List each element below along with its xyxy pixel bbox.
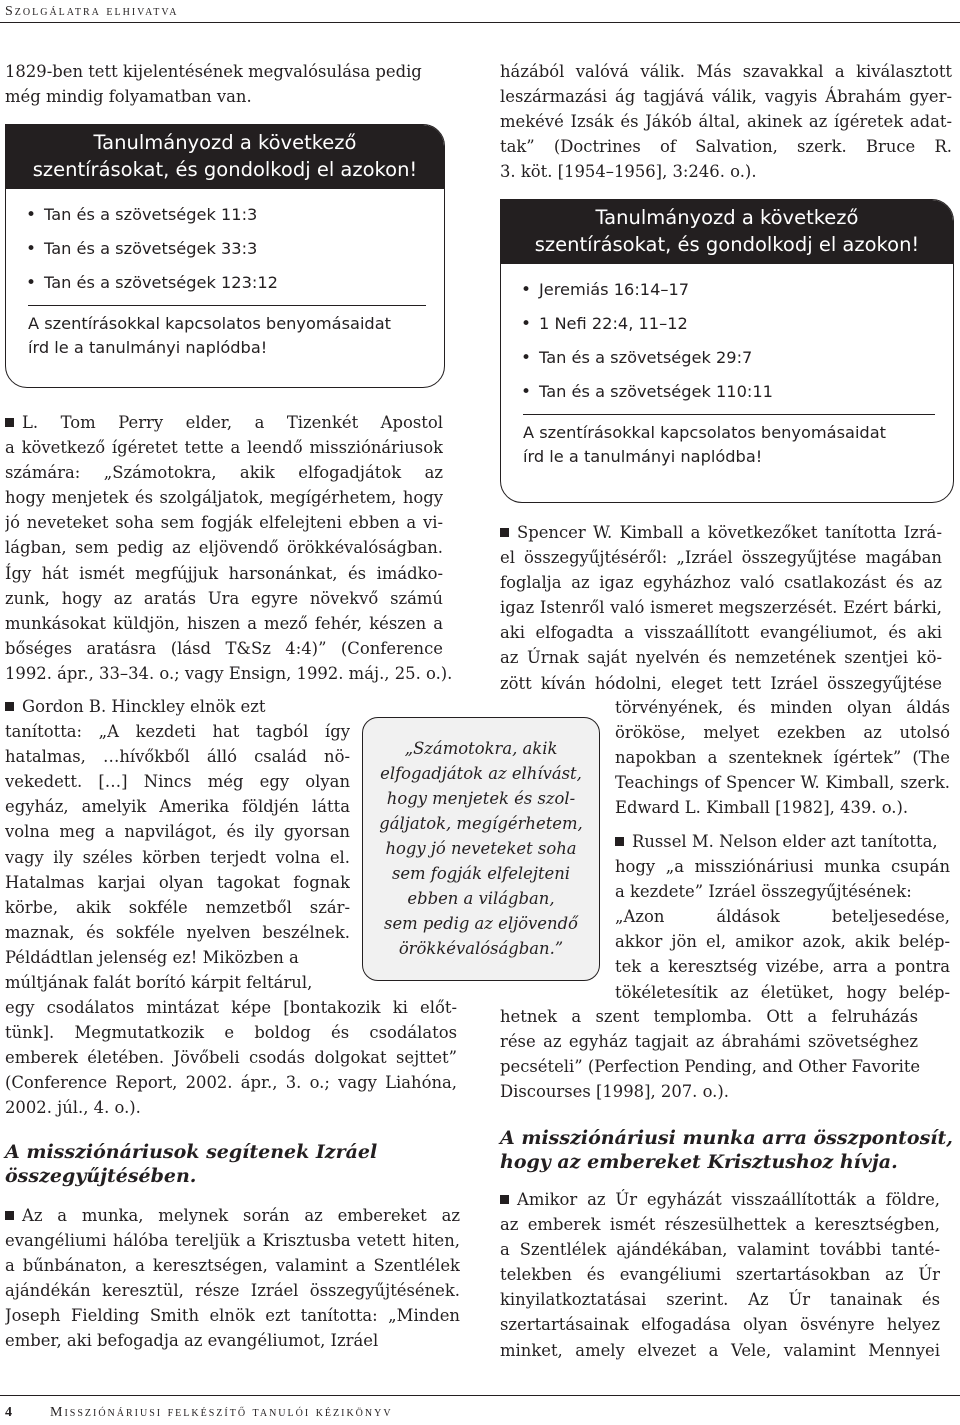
paragraph-line: hetnek a szent templomba. Ott a felruházás — [500, 1007, 918, 1026]
study-box-left — [5, 124, 445, 388]
paragraph-line: tökéletesítik az életüket, hogy belép- — [615, 982, 950, 1002]
paragraph-line: Discourses [1998], 207. o.). — [500, 1082, 729, 1102]
paragraph-line: akkor jön el, amikor azok, akik belép- — [615, 932, 950, 952]
smith-paragraph — [5, 1203, 460, 1354]
paragraph-line: Hatalmas karjai olyan tagokat fognak — [5, 872, 350, 892]
section-heading-line: A missziónáriusok segítenek Izráel — [5, 1141, 378, 1163]
paragraph-line: bőséges aratásra (lásd T&Sz 4:4)” (Conference — [5, 638, 443, 658]
paragraph-line: Joseph Fielding Smith elnök ezt tanította: „Minden — [5, 1306, 460, 1326]
running-title: Szolgálatra elhivatva — [5, 4, 179, 19]
paragraph-line: vagy ily széles körben terjedt volna el. — [5, 847, 350, 867]
paragraph-line: mekévé Izsák és Jákób által, akinek az ígéretek adat- — [500, 112, 952, 132]
study-box-title-line: szentírásokat, és gondolkodj el azokon! — [534, 233, 920, 256]
paragraph-line: egy csodálatos mintázat képe [bontakozik ki előt- — [5, 998, 457, 1017]
scripture-item: • Tan és a szövetségek 110:11 — [523, 380, 953, 414]
study-box-right — [500, 199, 954, 503]
nelson-paragraph-narrow — [615, 829, 950, 1005]
section-heading-line: összegyűjtésében. — [5, 1165, 197, 1187]
study-box-title-line: Tanulmányozd a következő — [93, 131, 357, 154]
section-heading-line: hogy az embereket Krisztushoz hívja. — [500, 1151, 898, 1173]
scripture-item: • Tan és a szövetségek 33:3 — [28, 237, 444, 271]
paragraph-line: maznak, és sokféle nyelven beszélnek. — [5, 922, 350, 942]
paragraph-line: 1992. ápr., 33–34. o.; vagy Ensign, 1992. máj., 25. o.). — [5, 663, 453, 683]
paragraph-line: Amikor az Úr egyházát visszaállították a földre, — [517, 1190, 940, 1209]
study-box-title-line: szentírásokat, és gondolkodj el azokon! — [32, 158, 418, 181]
left-intro — [5, 59, 445, 109]
paragraph-line: házából valóvá válik. Más szavakkal a kiválasztott — [500, 62, 952, 81]
pull-quote-line: elfogadjátok az elhívást, — [380, 764, 582, 783]
paragraph-line: kinyilatkoztatásai szerint. Az Úr tanainak és — [500, 1290, 940, 1310]
paragraph-line: tünk]. Megmutatkozik e boldog és csodálatos — [5, 1023, 457, 1043]
kimball-paragraph-wide — [500, 520, 942, 696]
paragraph-line: evangéliumi hálóba tereljük a Krisztusba vetett hiten, — [5, 1231, 460, 1251]
paragraph-line: zunk, hogy az aratás Ura egyre növekvő számú — [5, 588, 443, 608]
paragraph-line: hatalmas, …hívőkből álló család nö- — [5, 747, 350, 767]
header-rule — [0, 22, 960, 23]
hinckley-paragraph-wide — [5, 995, 457, 1120]
journal-note-line: A szentírásokkal kapcsolatos benyomásaidat — [523, 423, 886, 442]
right-intro — [500, 59, 952, 184]
paragraph-line: tek a keresztség vizébe, arra a pontra — [615, 957, 950, 977]
book-title: Missziónáriusi felkészítő tanulói kézikönyv — [50, 1405, 393, 1420]
page-number: 4 — [5, 1405, 12, 1420]
scripture-item: • Jeremiás 16:14–17 — [523, 278, 953, 312]
paragraph-line: pecsételi” (Perfection Pending, and Other Favorite — [500, 1057, 921, 1077]
scripture-list — [501, 278, 953, 414]
paragraph-line: egyház, amelyik Amerika földjén látta — [5, 797, 350, 817]
section-heading — [5, 1140, 455, 1188]
pull-quote-line: örökkévalóságban.” — [398, 939, 564, 958]
paragraph-line: igaz Istenről való ismeret megszerzését. Ezért bárki, — [500, 598, 942, 618]
journal-note — [6, 306, 444, 360]
journal-note-line: írd le a tanulmányi naplódba! — [523, 447, 763, 466]
pull-quote-line: sem pedig az eljövendő — [384, 914, 578, 933]
paragraph-line: vekedett. […] Nincs még egy olyan — [5, 772, 350, 792]
left-intro-line: még mindig folyamatban van. — [5, 87, 252, 107]
paragraph-line: tak” (Doctrines of Salvation, szerk. Bruce R. — [500, 137, 952, 157]
bullet-square-icon — [5, 1211, 14, 1220]
left-intro-line: 1829-ben tett kijelentésének megvalósulása pedig — [5, 62, 422, 81]
paragraph-line: Az a munka, melynek során az embereket az — [22, 1206, 460, 1225]
scripture-list — [6, 203, 444, 305]
bullet-square-icon — [5, 418, 14, 427]
journal-note-line: írd le a tanulmányi naplódba! — [28, 338, 268, 357]
paragraph-line: a kezdete” Izráel összegyűjtésének: — [615, 882, 912, 902]
paragraph-line: Spencer W. Kimball a következőket tanította Izrá- — [517, 523, 942, 542]
page-footer — [0, 1395, 960, 1425]
scripture-item: • Tan és a szövetségek 29:7 — [523, 346, 953, 380]
paragraph-line: telekben és evangéliumi szertartásokban az Úr — [500, 1265, 940, 1285]
paragraph-line: foglalja az igaz egyházhoz való csatlakozást és az — [500, 573, 942, 593]
paragraph-line: a Szentlélek ajándékában, valamint további tanté- — [500, 1240, 940, 1260]
paragraph-line: 3. köt. [1954–1956], 3:246. o.). — [500, 162, 757, 182]
paragraph-line: a bűnbánaton, a keresztségen, valamint a Szentlélek — [5, 1256, 460, 1276]
paragraph-line: L. Tom Perry elder, a Tizenkét Apostol — [22, 413, 443, 432]
paragraph-line: aki elfogadta a visszaállított evangéliumot, és aki — [500, 623, 942, 643]
paragraph-line: ajándékán keresztül, része Izráel összegyűjtésének. — [5, 1281, 460, 1301]
paragraph-line: lágban, sem pedig az eljövendő örökkévalóságban. — [5, 538, 443, 558]
journal-note-line: A szentírásokkal kapcsolatos benyomásaidat — [28, 314, 391, 333]
paragraph-line: munkásokat küldjön, hiszen a mező fehér, készen a — [5, 613, 443, 633]
hinckley-paragraph-narrow — [5, 694, 350, 995]
section-heading-line: A missziónáriusi munka arra összpontosít, — [500, 1127, 953, 1149]
paragraph-line: örököse, melyet ezekben az utolsó — [615, 723, 950, 743]
kimball-paragraph-narrow — [615, 695, 950, 820]
paragraph-line: Edward L. Kimball [1982], 439. o.). — [615, 798, 909, 818]
bullet-square-icon — [615, 837, 624, 846]
paragraph-line: az emberek ismét részesülhettek a keresztségben, — [500, 1215, 940, 1235]
section-heading — [500, 1126, 955, 1174]
paragraph-line: törvényének, és minden olyan áldás — [615, 698, 950, 717]
paragraph-line: napokban a szenteknek ígértek” (The — [615, 748, 950, 768]
paragraph-line: szertartásainak elfogadása olyan ösvényre helyez — [500, 1315, 940, 1335]
restoration-paragraph — [500, 1187, 940, 1363]
paragraph-line: minket, amely elvezet a Vele, valamint Mennyei — [500, 1340, 940, 1360]
paragraph-line: számára: „Számotokra, akik elfogadjátok az — [5, 463, 443, 483]
paragraph-line: Példádtlan jelenség ez! Miközben a — [5, 947, 299, 967]
nelson-paragraph-wide — [500, 1004, 921, 1104]
pull-quote-line: gáljatok, megígérhetem, — [379, 814, 583, 833]
paragraph-line: múltjának falát borító kárpit feltárul, — [5, 973, 313, 993]
paragraph-line: Teachings of Spencer W. Kimball, szerk. — [615, 773, 950, 793]
scripture-item: • 1 Nefi 22:4, 11–12 — [523, 312, 953, 346]
paragraph-line: „Azon áldások beteljesedése, — [615, 907, 950, 927]
paragraph-line: Gordon B. Hinckley elnök ezt — [22, 697, 266, 716]
study-box-title — [6, 125, 444, 189]
running-header — [0, 0, 960, 24]
study-box-title-line: Tanulmányozd a következő — [595, 206, 859, 229]
paragraph-line: emberek életében. Jövőbeli csodás dolgokat sejttet” — [5, 1048, 457, 1068]
perry-paragraph — [5, 410, 453, 686]
pull-quote — [362, 717, 600, 981]
pull-quote-line: ebben a világban, — [407, 889, 555, 908]
paragraph-line: Így hát ismét megfújjuk harsonánkat, és imádko- — [5, 563, 443, 583]
pull-quote-line: hogy jó neveteket soha — [385, 839, 577, 858]
paragraph-line: 2002. júl., 4. o.). — [5, 1098, 141, 1118]
paragraph-line: Russel M. Nelson elder azt tanította, — [632, 832, 938, 851]
journal-note — [501, 415, 953, 469]
scripture-item: • Tan és a szövetségek 11:3 — [28, 203, 444, 237]
bullet-square-icon — [500, 528, 509, 537]
paragraph-line: zött kíván hódolni, eleget tett Izráel összegyűjtése — [500, 673, 942, 693]
pull-quote-line: sem fogják elfelejteni — [391, 864, 571, 883]
paragraph-line: hogy „a missziónáriusi munka csupán — [615, 857, 950, 877]
study-box-title — [501, 200, 953, 264]
paragraph-line: jó neveteket soha sem fogják elfelejteni ebben a vi- — [5, 513, 443, 533]
scripture-item: • Tan és a szövetségek 123:12 — [28, 271, 444, 305]
paragraph-line: az Úrnak saját nyelvén és nemzetének szentjei kö- — [500, 648, 942, 668]
paragraph-line: a következő ígéretet tette a leendő missziónáriusok — [5, 438, 443, 458]
footer-rule — [0, 1395, 960, 1396]
pull-quote-line: hogy menjetek és szol- — [386, 789, 576, 808]
paragraph-line: el összegyűjtéséről: „Izráel összegyűjtése magában — [500, 548, 942, 568]
paragraph-line: rése az egyház tagjait az ábrahámi szövetséghez — [500, 1032, 918, 1052]
paragraph-line: volna meg a napvilágot, és ily gyorsan — [5, 822, 350, 842]
paragraph-line: körbe, akik sokféle nemzetből szár- — [5, 897, 350, 917]
pull-quote-line: „Számotokra, akik — [404, 739, 558, 758]
bullet-square-icon — [5, 702, 14, 711]
paragraph-line: (Conference Report, 2002. ápr., 3. o.; vagy Liahóna, — [5, 1073, 457, 1093]
paragraph-line: tanította: „A kezdeti hat tagból így — [5, 722, 350, 742]
paragraph-line: ember, aki befogadja az evangéliumot, Izráel — [5, 1331, 379, 1351]
paragraph-line: hogy menjetek és szolgáljatok, megígérhetem, hogy — [5, 488, 443, 508]
paragraph-line: leszármazási ág tagjává válik, vagyis Ábrahám gyer- — [500, 87, 952, 107]
bullet-square-icon — [500, 1195, 509, 1204]
